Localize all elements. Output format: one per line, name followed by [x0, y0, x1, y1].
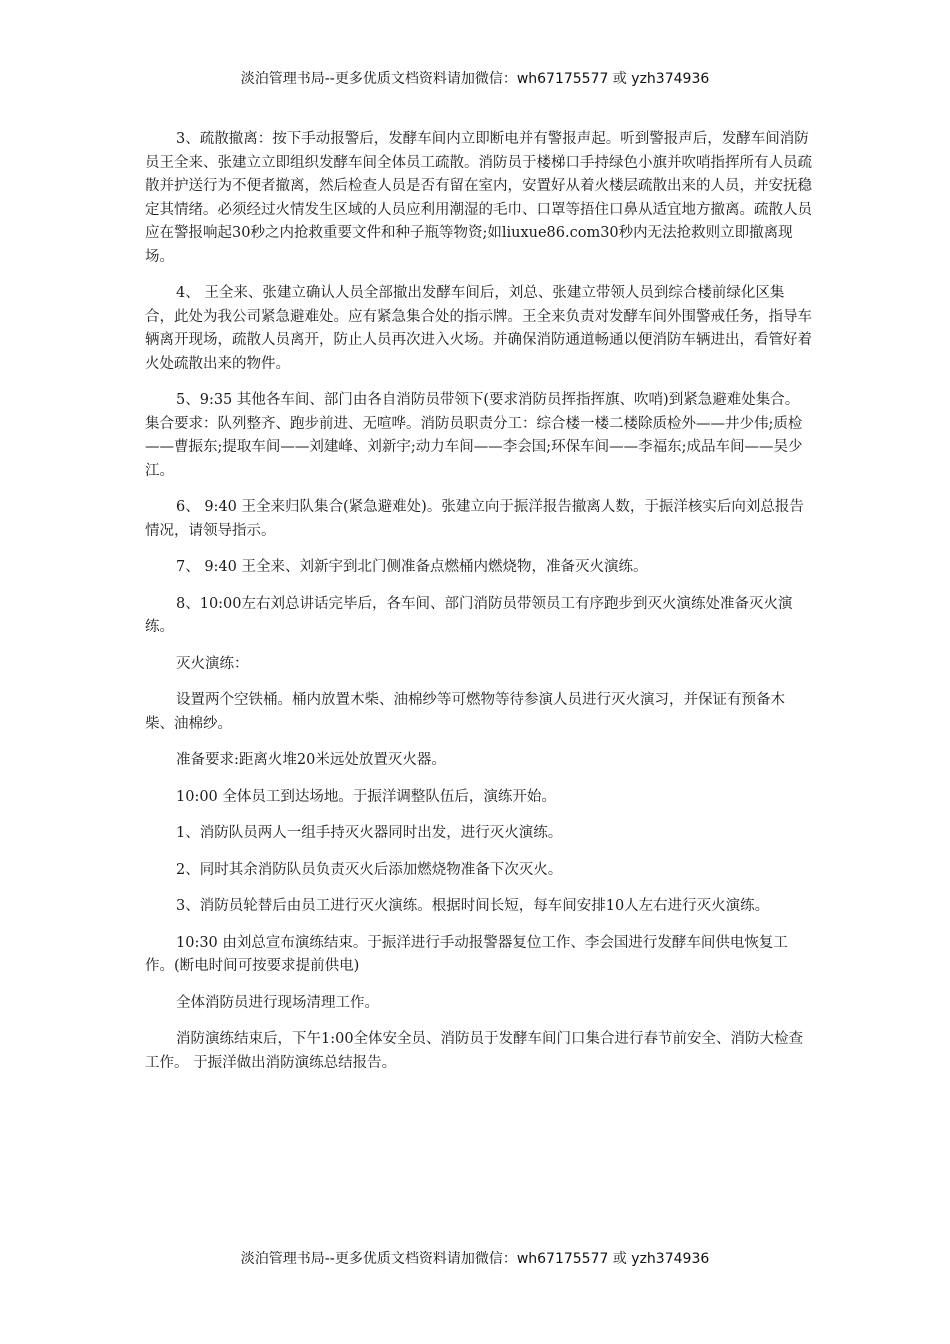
- paragraph: 6、 9:40 王全来归队集合(紧急避难处)。张建立向于振洋报告撤离人数，于振洋核实后向刘总报告情况，请领导指示。: [145, 499, 804, 539]
- paragraph: 准备要求:距离火堆20米远处放置灭火器。: [176, 752, 446, 768]
- document-body: [145, 128, 813, 1088]
- paragraph: 1、消防队员两人一组手持灭火器同时出发，进行灭火演练。: [176, 825, 563, 841]
- paragraph: 全体消防员进行现场清理工作。: [176, 994, 379, 1011]
- paragraph: 2、同时其余消防队员负责灭火后添加燃烧物准备下次灭火。: [176, 861, 563, 878]
- page-header: 淡泊管理书局--更多优质文档资料请加微信：wh67175577 或 yzh374936: [240, 71, 710, 87]
- paragraph: 设置两个空铁桶。桶内放置木柴、油棉纱等可燃物等待参演人员进行灭火演习，并保证有预备木柴、油棉纱。: [145, 692, 785, 732]
- paragraph: 5、9:35 其他各车间、部门由各自消防员带领下(要求消防员挥指挥旗、吹哨)到紧急避难处集合。集合要求：队列整齐、跑步前进、无喧哗。消防员职责分工：综合楼一楼二楼除质检外——井少伟;质检——曹振东;提取车间——刘建峰、刘新宇;动力车间——李会国;环保车间——李福东;成品车间——吴少江。: [145, 392, 803, 479]
- page-footer: 淡泊管理书局--更多优质文档资料请加微信：wh67175577 或 yzh374936: [240, 1251, 710, 1267]
- paragraph: 8、10:00左右刘总讲话完毕后，各车间、部门消防员带领员工有序跑步到灭火演练处准备灭火演练。: [145, 595, 793, 635]
- section-heading: 灭火演练：: [176, 655, 249, 672]
- paragraph: 4、 王全来、张建立确认人员全部撤出发酵车间后，刘总、张建立带领人员到综合楼前绿化区集合，此处为我公司紧急避难处。应有紧急集合处的指示牌。王全来负责对发酵车间外围警戒任务，指导车辆离开现场，疏散人员离开，防止人员再次进入火场。并确保消防通道畅通以便消防车辆进出，看管好着火处疏散出来的物件。: [145, 285, 812, 372]
- paragraph: 7、 9:40 王全来、刘新宇到北门侧准备点燃桶内燃烧物，准备灭火演练。: [176, 559, 648, 575]
- paragraph: 3、消防员轮替后由员工进行灭火演练。根据时间长短，每车间安排10人左右进行灭火演练。: [176, 898, 770, 914]
- paragraph: 3、疏散撤离：按下手动报警后，发酵车间内立即断电并有警报声起。听到警报声后，发酵车间消防员王全来、张建立立即组织发酵车间全体员工疏散。消防员于楼梯口手持绿色小旗并吹哨指挥所有人员疏散并护送行为不便者撤离，然后检查人员是否有留在室内，安置好从着火楼层疏散出来的人员，并安抚稳定其情绪。必须经过火情发生区域的人员应利用潮湿的毛巾、口罩等捂住口鼻从适宜地方撤离。疏散人员应在警报响起30秒之内抢救重要文件和种子瓶等物资;如liuxue86.com30秒内无法抢救则立即撤离现场。: [145, 131, 812, 265]
- paragraph: 10:00 全体员工到达场地。于振洋调整队伍后，演练开始。: [176, 788, 556, 805]
- paragraph: 消防演练结束后，下午1:00全体安全员、消防员于发酵车间门口集合进行春节前安全、消防大检查工作。 于振洋做出消防演练总结报告。: [145, 1031, 804, 1071]
- paragraph: 10:30 由刘总宣布演练结束。于振洋进行手动报警器复位工作、李会国进行发酵车间供电恢复工作。(断电时间可按要求提前供电): [145, 934, 788, 974]
